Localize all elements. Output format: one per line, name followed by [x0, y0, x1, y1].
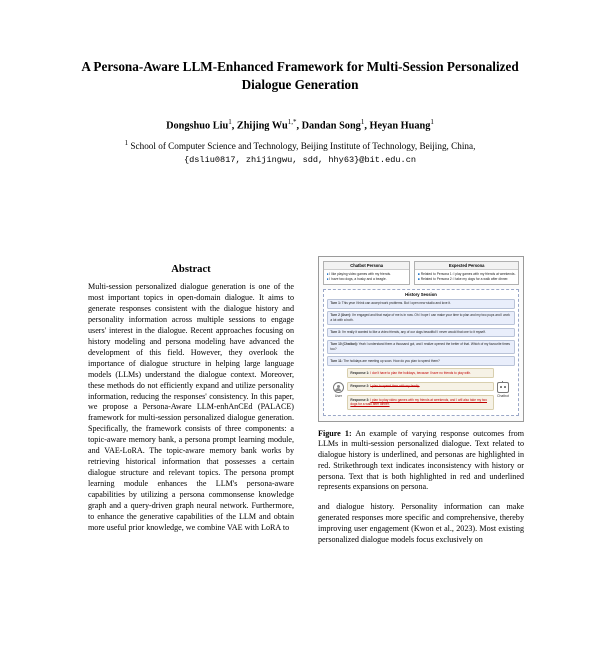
chatbot-label: Chatbot: [497, 393, 509, 398]
abstract-heading: Abstract: [171, 264, 211, 275]
author-emails: {dsliu0817, zhijingwu, sdd, hhy63}@bit.edu.cn: [183, 155, 417, 166]
author-list: Dongshuo Liu$^1$, Zhijing $Wu^{1,*}$, Dandan Song$^1$, Heyan Huang$^1$: [166, 117, 434, 132]
two-column-body: [0, 256, 600, 656]
left-column: [88, 256, 294, 534]
abstract-text: [88, 282, 294, 534]
figure-caption: [318, 429, 524, 494]
dialogue-turn: Turn 3: I'm really it wanted to like a video friends, any of our dogs beautiful! I never would that one to it myself.: [327, 328, 515, 338]
response-option: Response 1: I don't have to plan the holidays, because I have no friends to play with.: [347, 368, 494, 378]
expected-persona-title: Expected Persona: [415, 262, 518, 270]
expected-persona-line-1: ■ Related to Persona 1: I play games with my friends at weekends.: [417, 272, 516, 276]
figure-bottom-row: [327, 368, 515, 411]
chatbot-persona-title: Chatbot Persona: [324, 262, 409, 270]
dialogue-turn: Turn 11: The holidays are meeting up soon. How do you plan to spend them?: [327, 356, 515, 366]
figure-1: [318, 256, 524, 422]
user-icon: [333, 382, 344, 393]
paper-page: [0, 58, 600, 658]
chatbot-persona-line-1: ■ I like playing video games with my friends.: [326, 272, 391, 276]
response-option: Response 3: I plan to play video games with my friends at weekends, and I will also take my two dogs for a walk after dinner.: [347, 395, 494, 409]
persona-panels: [323, 261, 519, 285]
history-session-title: History Session: [405, 291, 437, 297]
right-column: [318, 256, 524, 546]
abstract-paragraph: Multi-session personalized dialogue generation is one of the most important topics in open-domain dialogue. It aims to generate responses consistent with the dialogue history and personality information across multiple sessions to engage users' interest in the dialogue. Recent approaches focusing on history modeling and persona modeling have advanced the development of this field. However, they overlook the importance of dialogue structure in helping large language models (LLMs) understand the dialogue context. Moreover, these methods do not efficiently expand and utilize personality information, reducing the responses' consistency. In this paper, we propose a Persona-Aware LLM-enhAnCEd (PALACE) framework for multi-session personalized dialogue generation. Specifically, the framework consists of three components: a topic-aware memory bank, a persona prompt learning module, and VAE-LoRA. The topic-aware memory bank works by retrieving historical information that possesses a certain dialogue structure and relevant topics. The persona prompt learning module enhances the LLM's persona-aware capabilities by utilizing a persona commonsense knowledge graph and a query-driven graph neural network. Furthermore, to enhance the generative capabilities of the LLM and obtain more useful prior knowledge, we combine VAE with LoRA to: [88, 282, 294, 532]
user-avatar-group: [333, 382, 344, 398]
chatbot-persona-panel: [323, 261, 410, 285]
affiliation: $^1$ School of Computer Science and Technology, Beijing Institute of Technology, Beijing, China, {dsliu0817, zhijingwu, sdd, hhy63}@bit.edu.cn: [124, 139, 476, 166]
dialogue-turn: Turn 10 (Chatbot): Yeah I understand them a thousand got, and I realize opened the better of that. Which of my favourite times too?: [327, 340, 515, 354]
expected-persona-body: [415, 270, 518, 284]
response-list: [344, 368, 497, 411]
history-session-panel: [323, 289, 519, 416]
chatbot-persona-line-2: ■ I have two dogs, a husky and a beagle.: [326, 276, 387, 281]
figure-caption-label: Figure 1:: [318, 428, 352, 438]
dialogue-turn: Turn 2 (User): I'm engaged and that major of me is in now. Oh I hope I can make your time to plan and my two pups and I work a lot with a both.: [327, 311, 515, 325]
right-column-text: [318, 502, 524, 546]
chatbot-avatar-group: [497, 382, 509, 398]
chatbot-icon: [497, 382, 509, 393]
chatbot-persona-body: [324, 270, 409, 284]
expected-persona-panel: [414, 261, 519, 285]
expected-persona-line-2: ■ Related to Persona 2: I take my dogs for a walk after dinner.: [417, 276, 509, 281]
response-option: Response 2: I plan to spend time with my family.: [347, 382, 494, 392]
right-column-paragraph: and dialogue history. Personality information can make generated responses more specific and comprehensive, thereby improving user engagement (Kwon et al., 2023). Most existing personalized dialogue models focus exclusively on: [318, 502, 524, 545]
page-title: A Persona-Aware LLM-Enhanced Framework for Multi-Session Personalized Dialogue Generation: [81, 59, 519, 92]
dialogue-turn: Turn 1: This year I think can accept work problems. But I open new studio and love it.: [327, 299, 515, 309]
user-label: User: [334, 393, 343, 398]
figure-caption-text: An example of varying response outcomes from LLMs in multi-session personalized dialogue. Text related to dialogue history is underlined, and personas are highlighted in red. Strikethrough text indicates inconsistency with history or persona. Text that is both highlighted in red and underlined represents expansions on persona.: [318, 428, 524, 492]
